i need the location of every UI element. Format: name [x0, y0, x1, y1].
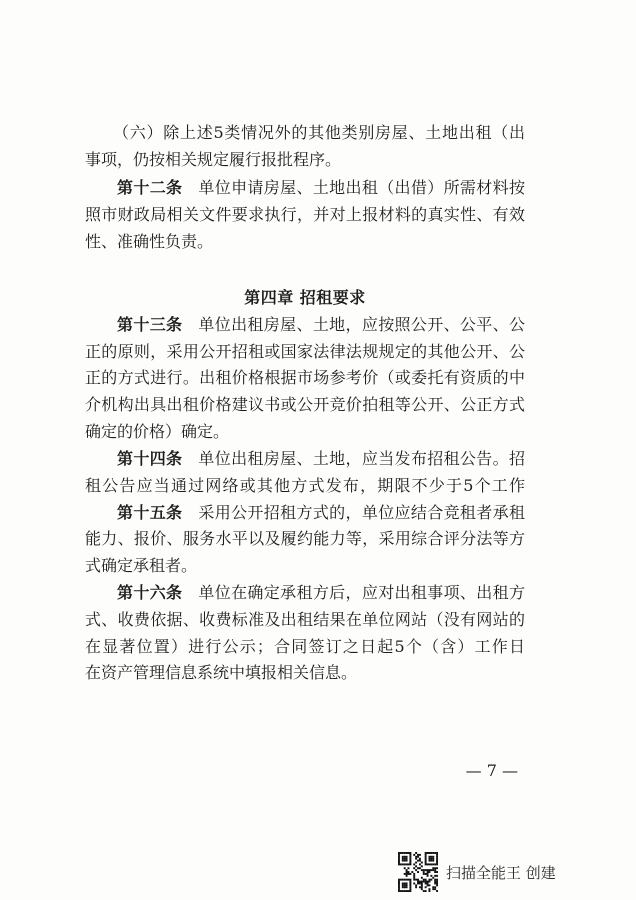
article-16-line-2: 式、收费依据、收费标准及出租结果在单位网站（没有网站的 [85, 610, 525, 629]
article-13-label: 第十三条 [117, 315, 183, 334]
article-12-line-3: 性、准确性负责。 [85, 232, 214, 251]
article-15-line-2: 能力、报价、服务水平以及履约能力等，采用综合评分法等方 [85, 529, 525, 548]
article-12-line-1 [117, 177, 525, 199]
page-number: — 7 — [465, 761, 518, 780]
item-6-line-1: （六）除上述5类情况外的其他类别房屋、土地出租（出 [113, 123, 525, 142]
article-15-label: 第十五条 [117, 503, 183, 522]
article-16-line-1 [117, 582, 525, 604]
article-13-line-1 [117, 314, 525, 336]
article-15-line-1 [117, 502, 525, 524]
chapter-heading: 第四章 招租要求 [244, 288, 366, 307]
article-13-line-3: 正的方式进行。出租价格根据市场参考价（或委托有资质的中 [85, 368, 525, 387]
article-14-line-1 [117, 448, 525, 470]
item-6-line-2: 事项，仍按相关规定履行报批程序。 [85, 150, 342, 169]
article-12-text: 单位申请房屋、土地出租（出借）所需材料按 [198, 178, 525, 197]
article-13-text: 单位出租房屋、土地，应按照公开、公平、公 [198, 315, 525, 334]
article-13-line-2: 正的原则，采用公开招租或国家法律法规规定的其他公开、公 [85, 342, 525, 361]
article-15-text: 采用公开招租方式的，单位应结合竞租者承租 [198, 503, 525, 522]
watermark-text: 扫描全能王 创建 [446, 864, 556, 882]
article-14-line-2: 租公告应当通过网络或其他方式发布，期限不少于5个工作 [85, 476, 525, 495]
article-16-text: 单位在确定承租方后，应对出租事项、出租方 [198, 583, 525, 602]
article-13-line-5: 确定的价格）确定。 [85, 422, 230, 441]
article-14-label: 第十四条 [117, 449, 183, 468]
article-12-line-2: 照市财政局相关文件要求执行，并对上报材料的真实性、有效 [85, 205, 525, 224]
article-13-line-4: 介机构出具出租价格建议书或公开竞价拍租等公开、公正方式 [85, 395, 525, 414]
article-16-line-4: 在资产管理信息系统中填报相关信息。 [85, 663, 358, 682]
article-16-label: 第十六条 [117, 583, 183, 602]
qr-code-icon [398, 852, 438, 892]
article-15-line-3: 式确定承租者。 [85, 556, 198, 575]
article-16-line-3: 在显著位置）进行公示；合同签订之日起5个（含）工作日 [85, 637, 525, 656]
article-12-label: 第十二条 [117, 178, 183, 197]
article-14-text: 单位出租房屋、土地，应当发布招租公告。招 [198, 449, 525, 468]
